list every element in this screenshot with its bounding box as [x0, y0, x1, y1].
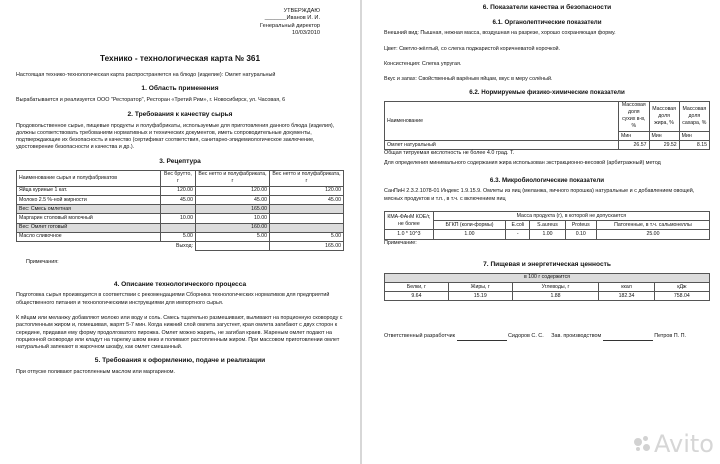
avito-watermark [634, 430, 714, 458]
organoleptic-appearance: Внешний вид: Пышная, нежная масса, воздушная на разрезе, хорошо сохраняющая форму. [384, 30, 616, 37]
recipe-cell-netto2 [269, 205, 343, 214]
section-5-title: 5. Требования к оформлению, подаче и реализации [94, 357, 266, 365]
micro-table [384, 211, 710, 240]
recipe-cell-netto2 [269, 223, 343, 232]
recipe-header: Вес брутто, г [160, 170, 195, 186]
recipe-cell-netto: 5.00 [195, 232, 269, 241]
recipe-table [16, 170, 344, 252]
recipe-cell-name: Маргарин столовый молочный [17, 214, 161, 223]
micro-note: Примечание: [384, 239, 417, 246]
section-6-2-title: 6.2. Нормируемые физико-химические показатели [469, 89, 625, 97]
recipe-cell-brutto: 10.00 [160, 214, 195, 223]
recipe-cell-name: Вес: Смесь омлетная [17, 205, 161, 214]
section-2-title: 2. Требования к качеству сырья [127, 110, 233, 118]
nutrition-value: 15.19 [448, 292, 512, 301]
recipe-out-value: 165.00 [269, 242, 343, 251]
approve-line: _______Иванов И. И. [264, 15, 320, 22]
nutrition-value: 9.64 [385, 292, 449, 301]
recipe-row [17, 232, 344, 241]
micro-value: 25.00 [596, 230, 709, 239]
micro-header: Патогенные, в т.ч. сальмонеллы [596, 221, 709, 230]
organoleptic-taste: Вкус и запах: Свойственный варёным яйцам, вкус в меру солёный. [384, 76, 553, 83]
recipe-row [17, 186, 344, 195]
recipe-cell-netto: 120.00 [195, 186, 269, 195]
approval-block [16, 8, 320, 37]
recipe-cell-name: Молоко 2.5 %-ной жирности [17, 196, 161, 205]
micro-header: КМА-ФАнМ КОЕ/г, не более [385, 212, 434, 230]
section-6-3-title: 6.3. Микробиологические показатели [489, 177, 605, 185]
physchem-sub: Мин [619, 132, 650, 141]
signature-line [384, 333, 710, 340]
physchem-sub: Мин [679, 132, 709, 141]
recipe-row [17, 196, 344, 205]
recipe-row [17, 214, 344, 223]
physchem-note-method: Для определения минимального содержания жира использован экстракционно-весовой (арбитражный) метод [384, 159, 661, 166]
avito-watermark-text: Avito [654, 430, 714, 458]
avito-logo-icon [634, 436, 650, 452]
approve-line: Генеральный директор [260, 22, 320, 29]
recipe-cell-netto2: 45.00 [269, 196, 343, 205]
micro-header: S.aureus [530, 221, 565, 230]
head-label: Зав. производством [551, 333, 602, 340]
recipe-cell-brutto: 5.00 [160, 232, 195, 241]
micro-header: БГКП (коли-формы) [433, 221, 505, 230]
recipe-cell-netto: 45.00 [195, 196, 269, 205]
micro-value: - [506, 230, 530, 239]
recipe-cell-netto2: 5.00 [269, 232, 343, 241]
physchem-row-name: Омлет натуральный [385, 141, 619, 150]
recipe-cell-brutto [160, 223, 195, 232]
recipe-cell-brutto: 45.00 [160, 196, 195, 205]
section-6-1-title: 6.1. Органолептические показатели [492, 18, 602, 26]
nutrition-value: 1.88 [512, 292, 599, 301]
recipe-cell-name: Вес: Омлет готовый [17, 223, 161, 232]
recipe-cell-netto2: 120.00 [269, 186, 343, 195]
physchem-sub: Мин [649, 132, 679, 141]
section-1-text: Вырабатывается и реализуется ООО "Ресторатор", Ресторан «Третий Рим», г. Новосибирск, ул. Часовая, 6 [16, 97, 286, 104]
notes-label: Примечания: [26, 259, 59, 266]
recipe-row [17, 223, 344, 232]
signature-blank [457, 335, 507, 341]
section-3-title: 3. Рецептура [159, 157, 201, 165]
nutrition-header: ккал [599, 283, 654, 292]
physchem-note-acidity: Общая титруемая кислотность не более 4.0 град. Т. [384, 150, 515, 157]
recipe-out-label: Выход: [160, 242, 195, 251]
section-4-p2: К яйцам или меланжу добавляют молоко или воду и соль. Смесь тщательно размешивают, выливают на порционную сковороду с растопленным жиром и, помешивая, жарят 5-7 мин. Когда нижний слой омлета загустеет, края омлета загибают с двух сторон к середине, придавая ему форму продолговатого пирожка. Омлет можно жарить, не загибая краев. Жареным омлет подают на порционной сковороде или кладут на тарелку швом вниз и поливают растопленным жиром. При массовом приготовлении омлет натуральный запекают в жарочном шкафу, как омлет смешанный. [16, 315, 343, 351]
section-4-title: 4. Описание технологического процесса [113, 280, 247, 288]
nutrition-group-header: в 100 г содержится [385, 273, 710, 282]
physchem-value: 8.15 [679, 141, 709, 150]
recipe-cell-netto: 160.00 [195, 223, 269, 232]
physchem-value: 29.52 [649, 141, 679, 150]
head-name: Петров П. П. [654, 333, 686, 340]
recipe-cell-brutto: 120.00 [160, 186, 195, 195]
approve-line: 10/03/2010 [292, 29, 320, 36]
nutrition-value: 758.04 [654, 292, 709, 301]
nutrition-header: Жиры, г [448, 283, 512, 292]
nutrition-table [384, 273, 710, 302]
nutrition-header: кДж [654, 283, 709, 292]
micro-group-header: Масса продукта (г), в которой не допускается [433, 212, 709, 221]
physchem-header: Массовая доля сухих в-в, % [619, 101, 650, 131]
section-2-text: Продовольственное сырье, пищевые продукты и полуфабрикаты, используемые для приготовления данного блюда (изделия), должны соответствовать требованиям нормативных и технических документов, иметь сопроводительные документы, подтверждающие их безопасность и качество (сертификат соответствия, санитарно-эпидемиологическое заключение, удостоверение безопасности и качества и др.). [16, 122, 335, 151]
right-page [362, 0, 720, 464]
physchem-table [384, 101, 710, 151]
section-7-title: 7. Пищевая и энергетическая ценность [483, 260, 611, 268]
organoleptic-color: Цвет: Светло-жёлтый, со слегка поджаристой коричневатой корочкой. [384, 45, 561, 52]
recipe-cell-netto: 10.00 [195, 214, 269, 223]
section-5-text: При отпуске поливают растопленным маслом или маргарином. [16, 369, 175, 376]
recipe-cell-name: Яйца куриные 1 кат. [17, 186, 161, 195]
recipe-cell-netto: 165.00 [195, 205, 269, 214]
micro-standard-text: СанПиН 2.3.2.1078-01 Индекс 1.9.15.9. Омлеты из яиц (меланжа, яичного порошка) натуральные и с добавлением овощей, мясных продуктов и т.п., в т.ч. с включением яиц [384, 188, 695, 202]
section-6-title: 6. Показатели качества и безопасности [482, 4, 612, 11]
nutrition-value: 182.34 [599, 292, 654, 301]
physchem-header: Массовая доля сахара, % [679, 101, 709, 131]
nutrition-header: Белки, г [385, 283, 449, 292]
organoleptic-texture: Консистенция: Слегка упругая. [384, 60, 462, 67]
micro-value: 1.00 [433, 230, 505, 239]
micro-header: Proteus [565, 221, 596, 230]
document-title: Технико - технологическая карта № 361 [99, 54, 261, 64]
recipe-header: Наименование сырья и полуфабрикатов [17, 170, 161, 186]
nutrition-header: Углеводы, г [512, 283, 599, 292]
section-1-title: 1. Область применения [141, 85, 219, 93]
developer-name: Сидоров С. С. [508, 333, 544, 340]
intro-text: Настоящая технико-технологическая карта распространяется на блюдо (изделие): Омлет натуральный [16, 72, 276, 79]
section-4-p1: Подготовка сырья производится в соответствии с рекомендациями Сборника технологических нормативов для предприятий общественного питания и технологическими инструкциями для импортного сырья. [16, 292, 330, 306]
micro-value: 1.0 * 10^3 [385, 230, 434, 239]
recipe-header: Вес нетто и полуфабриката, г [195, 170, 269, 186]
physchem-name-header: Наименование [385, 101, 619, 140]
developer-label: Ответственный разработчик [384, 333, 456, 340]
recipe-cell-netto2 [269, 214, 343, 223]
physchem-value: 26.57 [619, 141, 650, 150]
approve-line: УТВЕРЖДАЮ [283, 8, 320, 14]
micro-value: 0.10 [565, 230, 596, 239]
signature-blank [603, 335, 653, 341]
micro-value: 1.00 [530, 230, 565, 239]
micro-header: E.coli [506, 221, 530, 230]
recipe-row [17, 205, 344, 214]
recipe-cell-name: Масло сливочное [17, 232, 161, 241]
recipe-header: Вес нетто и полуфабриката, г [269, 170, 343, 186]
physchem-header: Массовая доля жира, % [649, 101, 679, 131]
recipe-cell-brutto [160, 205, 195, 214]
